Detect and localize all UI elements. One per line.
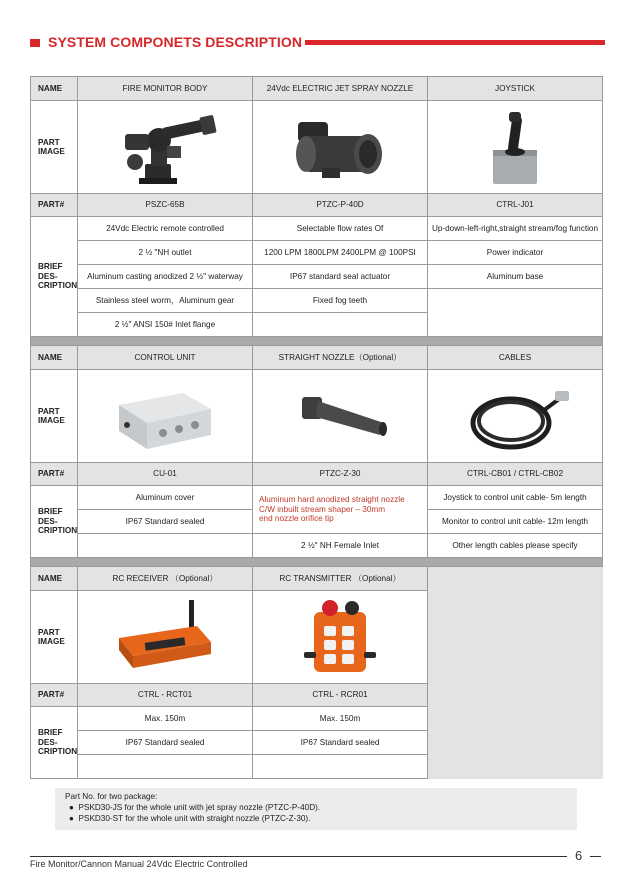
description-cell: Aluminum cover: [78, 486, 253, 510]
description-cell-empty: [78, 534, 253, 558]
table-row: [31, 289, 603, 313]
jet-spray-nozzle-image: [253, 101, 428, 194]
page-dash: [590, 856, 601, 857]
description-cell-empty: [78, 755, 253, 779]
component-name: 24Vdc ELECTRIC JET SPRAY NOZZLE: [253, 77, 428, 101]
components-table: [30, 76, 603, 779]
part-number: PTZC-P-40D: [253, 194, 428, 217]
description-cell: IP67 Standard sealed: [78, 731, 253, 755]
table-row: [31, 265, 603, 289]
description-cell: Max. 150m: [253, 707, 428, 731]
footer-rule: [30, 856, 567, 857]
list-item: ● PSKD30-JS for the whole unit with jet spray nozzle (PTZC-P-40D).: [69, 803, 321, 812]
part-no-label: PART#: [31, 463, 78, 486]
table-row: [31, 194, 603, 217]
brief-description-label: BRIEF DES- CRIPTION: [31, 486, 78, 558]
description-cell: Other length cables please specify: [428, 534, 603, 558]
table-row: [31, 370, 603, 463]
part-image-label: PART IMAGE: [31, 370, 78, 463]
section-separator: [31, 337, 603, 346]
fire-monitor-image: [78, 101, 253, 194]
description-cell: Fixed fog teeth: [253, 289, 428, 313]
description-cell: Selectable flow rates Of: [253, 217, 428, 241]
description-cell: Max. 150m: [78, 707, 253, 731]
description-cell: 2 ½" NH Female Inlet: [253, 534, 428, 558]
title-marker: [30, 39, 40, 47]
description-cell: Monitor to control unit cable- 12m length: [428, 510, 603, 534]
part-number: CTRL-J01: [428, 194, 603, 217]
description-cell: IP67 Standard sealed: [253, 731, 428, 755]
table-row: [31, 567, 603, 591]
table-row: [31, 463, 603, 486]
description-cell: IP67 Standard sealed: [78, 510, 253, 534]
table-row: [31, 486, 603, 510]
name-label: NAME: [31, 346, 78, 370]
cables-image: [428, 370, 603, 463]
part-number: CTRL - RCR01: [253, 684, 428, 707]
rc-receiver-image: [78, 591, 253, 684]
description-cell: IP67 standard seal actuator: [253, 265, 428, 289]
section-title-bar: [30, 34, 605, 52]
component-name: RC RECEIVER （Optional）: [78, 567, 253, 591]
bullet-icon: ●: [69, 814, 74, 823]
component-name: JOYSTICK: [428, 77, 603, 101]
page-number: 6: [575, 848, 583, 863]
component-name: CABLES: [428, 346, 603, 370]
component-name: CONTROL UNIT: [78, 346, 253, 370]
table-row: [31, 217, 603, 241]
description-cell: 2 ½ "NH outlet: [78, 241, 253, 265]
description-cell-empty: [428, 289, 603, 337]
table-row: [31, 101, 603, 194]
component-name: STRAIGHT NOZZLE（Optional）: [253, 346, 428, 370]
page-title: SYSTEM COMPONETS DESCRIPTION: [48, 34, 303, 50]
table-row: [31, 241, 603, 265]
notes-title: Part No. for two package:: [65, 792, 158, 801]
table-row: [31, 346, 603, 370]
description-cell: Up-down-left-right,straight stream/fog function: [428, 217, 603, 241]
rc-transmitter-image: [253, 591, 428, 684]
part-number: PSZC-65B: [78, 194, 253, 217]
part-number: CTRL - RCT01: [78, 684, 253, 707]
description-cell: Joystick to control unit cable- 5m length: [428, 486, 603, 510]
joystick-image: [428, 101, 603, 194]
description-cell: Stainless steel worm，Aluminum gear: [78, 289, 253, 313]
part-no-label: PART#: [31, 684, 78, 707]
section-separator: [31, 558, 603, 567]
brief-description-label: BRIEF DES- CRIPTION: [31, 217, 78, 337]
name-label: NAME: [31, 77, 78, 101]
part-image-label: PART IMAGE: [31, 101, 78, 194]
part-image-label: PART IMAGE: [31, 591, 78, 684]
component-name: RC TRANSMITTER （Optional）: [253, 567, 428, 591]
title-rule: [305, 40, 605, 45]
footer-title: Fire Monitor/Cannon Manual 24Vdc Electric Controlled: [30, 859, 248, 869]
part-number: PTZC-Z-30: [253, 463, 428, 486]
name-label: NAME: [31, 567, 78, 591]
package-notes: [55, 788, 577, 830]
list-item: ● PSKD30-ST for the whole unit with straight nozzle (PTZC-Z-30).: [69, 814, 311, 823]
brief-description-label: BRIEF DES- CRIPTION: [31, 707, 78, 779]
component-name: FIRE MONITOR BODY: [78, 77, 253, 101]
description-cell: Power indicator: [428, 241, 603, 265]
empty-area: [428, 567, 603, 779]
part-number: CU-01: [78, 463, 253, 486]
straight-nozzle-image: [253, 370, 428, 463]
description-cell-highlight: Aluminum hard anodized straight nozzle C/W inbuilt stream shaper – 30mm end nozzle orifice tip: [253, 486, 428, 534]
part-no-label: PART#: [31, 194, 78, 217]
description-cell: Aluminum base: [428, 265, 603, 289]
description-cell: 1200 LPM 1800LPM 2400LPM @ 100PSI: [253, 241, 428, 265]
description-cell: 2 ½" ANSI 150# Inlet flange: [78, 313, 253, 337]
table-row: [31, 77, 603, 101]
description-cell-empty: [253, 755, 428, 779]
description-cell: 24Vdc Electric remote controlled: [78, 217, 253, 241]
control-unit-image: [78, 370, 253, 463]
table-row: [31, 534, 603, 558]
description-cell: Aluminum casting anodized 2 ½" waterway: [78, 265, 253, 289]
description-cell-empty: [253, 313, 428, 337]
bullet-icon: ●: [69, 803, 74, 812]
part-number: CTRL-CB01 / CTRL-CB02: [428, 463, 603, 486]
